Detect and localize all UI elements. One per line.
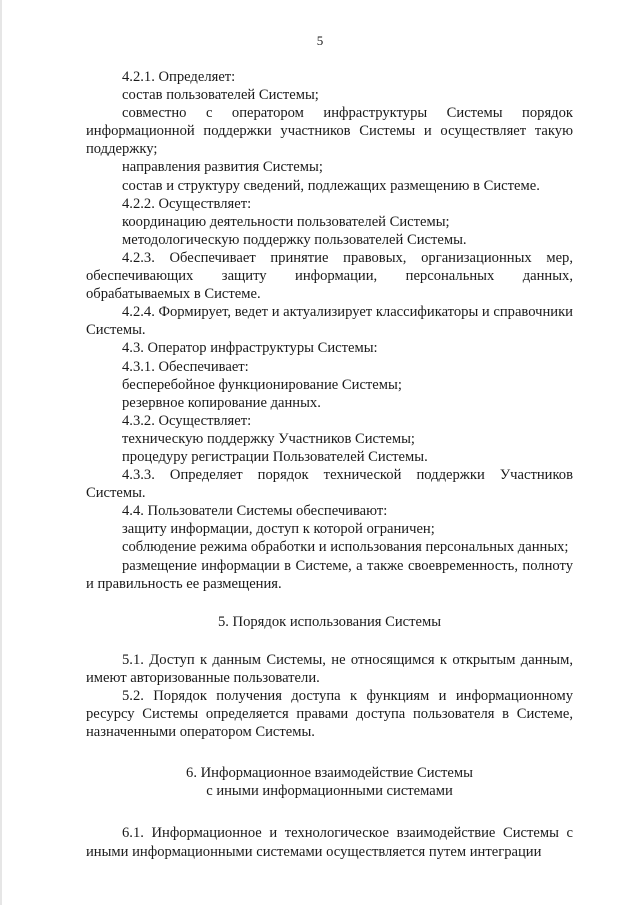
paragraph-4-3-3: 4.3.3. Определяет порядок технической поддержки Участников Системы. (86, 467, 573, 502)
scan-edge (0, 0, 2, 905)
paragraph-4-2-1: 4.2.1. Определяет: (122, 69, 236, 85)
page-number: 5 (316, 33, 324, 48)
paragraph-info-protection: защиту информации, доступ к которой ограничен; (122, 521, 435, 538)
paragraph-4-3-2: 4.3.2. Осуществляет: (122, 412, 252, 429)
paragraph-development-directions: направления развития Системы; (122, 159, 323, 176)
paragraph-backup: резервное копирование данных. (122, 394, 321, 411)
paragraph-placement: размещение информации в Системе, а также своевременность, полноту и правильность ее размещения. (86, 557, 573, 592)
paragraph-users-composition: состав пользователей Системы; (122, 87, 319, 104)
paragraph-tech-support: техническую поддержку Участников Системы; (122, 430, 415, 447)
paragraph-data-structure: состав и структуру сведений, подлежащих размещению в Системе. (122, 177, 540, 194)
paragraph-4-2-3: 4.2.3. Обеспечивает принятие правовых, организационных мер, обеспечивающих защиту информации, персональных данных, обрабатываемых в Системе. (86, 249, 573, 303)
paragraph-4-4: 4.4. Пользователи Системы обеспечивают: (122, 503, 388, 520)
paragraph-info-support: совместно с оператором инфраструктуры Системы порядок информационной поддержки участников Системы и осуществляет такую поддержку; (86, 105, 573, 158)
section-6-heading-line-2: с иными информационными системами (206, 783, 453, 800)
section-6-heading (86, 764, 573, 800)
section-6-heading-line-1: 6. Информационное взаимодействие Системы (186, 765, 473, 782)
paragraph-5-2: 5.2. Порядок получения доступа к функциям и информационному ресурсу Системы определяется правами доступа пользователя в Системе, назначенными оператором Системы. (86, 688, 573, 741)
paragraph-uninterrupted-operation: бесперебойное функционирование Системы; (122, 376, 402, 393)
paragraph-4-2-4: 4.2.4. Формирует, ведет и актуализирует классификаторы и справочники Системы. (86, 304, 573, 339)
section-5-heading: 5. Порядок использования Системы (217, 613, 442, 630)
paragraph-4-3-1: 4.3.1. Обеспечивает: (122, 358, 249, 375)
paragraph-6-1: 6.1. Информационное и технологическое взаимодействие Системы с иными информационными системами осуществляется путем интеграции (86, 825, 573, 860)
paragraph-4-2-2: 4.2.2. Осуществляет: (122, 195, 252, 212)
paragraph-4-3: 4.3. Оператор инфраструктуры Системы: (122, 340, 378, 357)
paragraph-personal-data: соблюдение режима обработки и использования персональных данных; (122, 539, 569, 556)
page-body (86, 68, 573, 861)
paragraph-registration: процедуру регистрации Пользователей Системы. (122, 448, 428, 465)
paragraph-methodology: методологическую поддержку пользователей Системы. (122, 231, 467, 248)
paragraph-5-1: 5.1. Доступ к данным Системы, не относящимся к открытым данным, имеют авторизованные пользователи. (86, 651, 573, 686)
paragraph-coordination: координацию деятельности пользователей Системы; (122, 213, 450, 230)
